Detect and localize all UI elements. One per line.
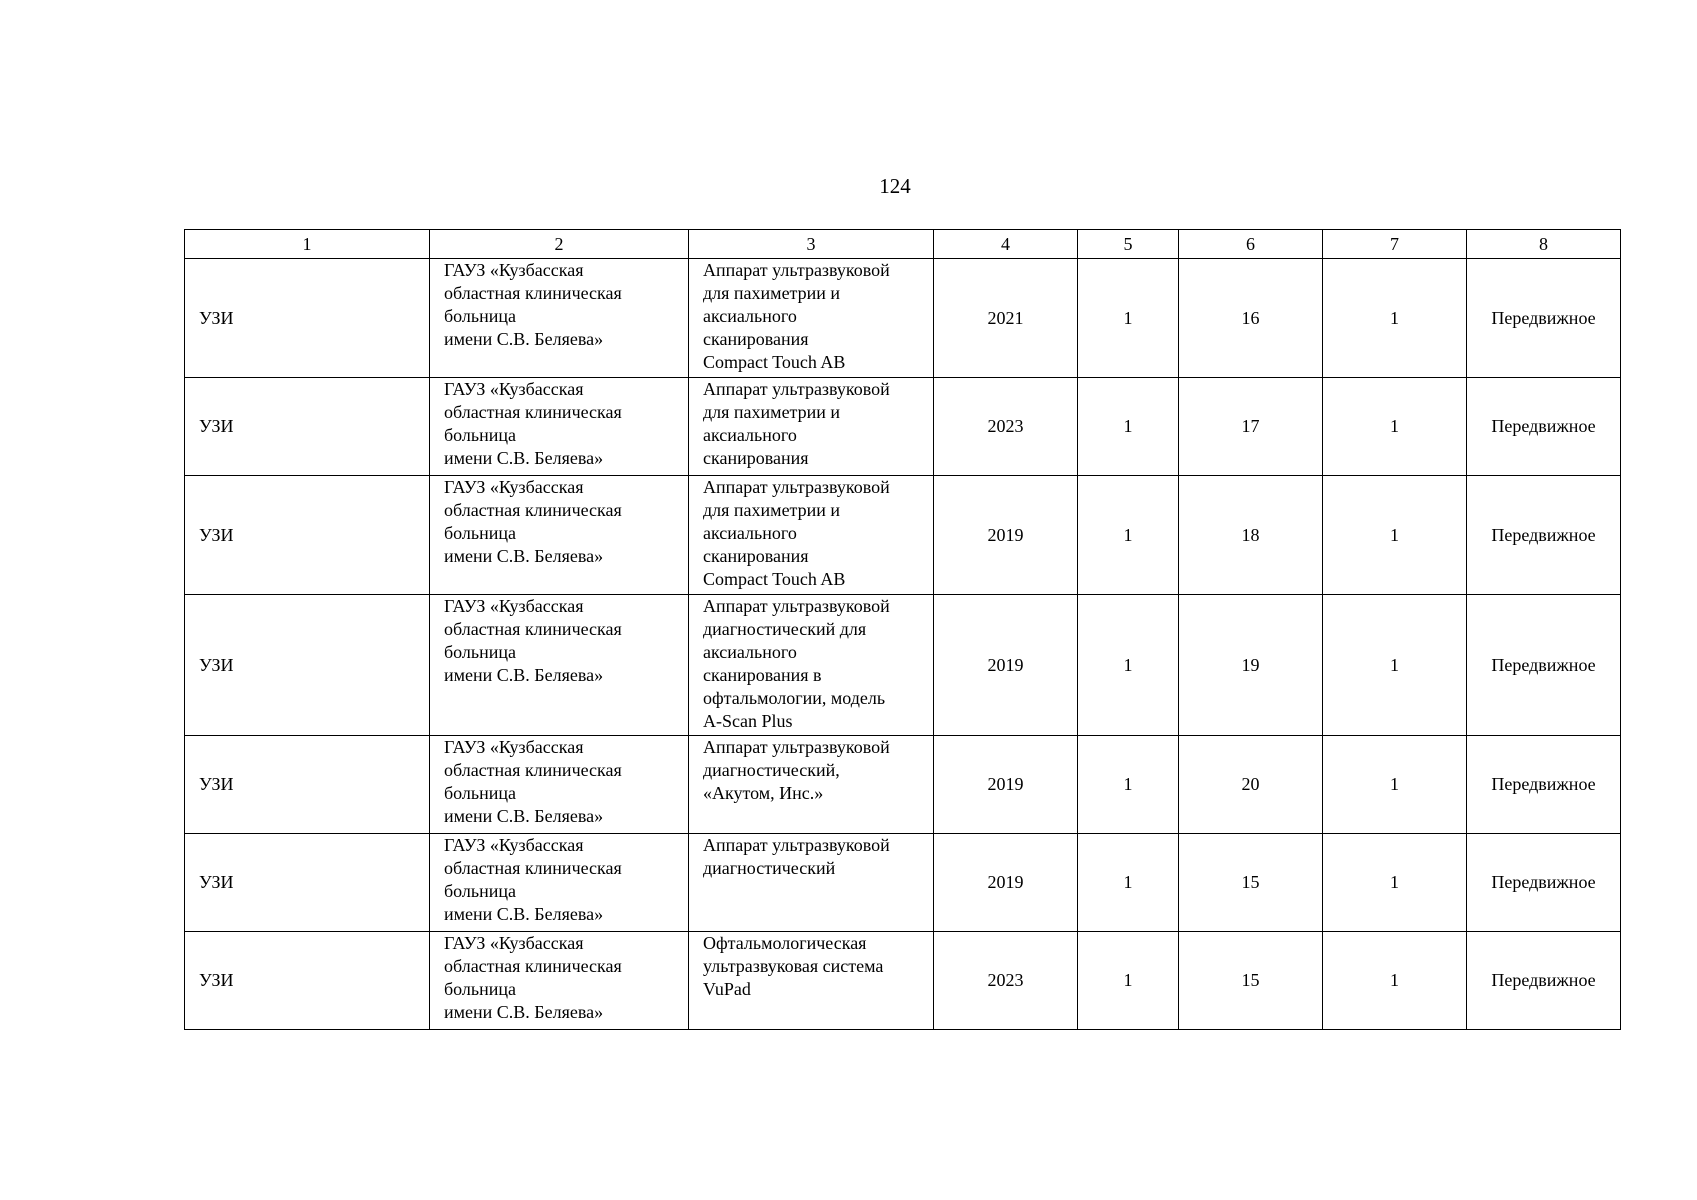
header-col-4: 4 bbox=[934, 230, 1078, 259]
col6-cell: 18 bbox=[1179, 476, 1323, 595]
table-row bbox=[185, 476, 1621, 595]
year-cell: 2019 bbox=[934, 736, 1078, 834]
table-row bbox=[185, 595, 1621, 736]
equipment-type-cell: УЗИ bbox=[185, 932, 430, 1030]
equipment-type-cell: УЗИ bbox=[185, 595, 430, 736]
col5-cell: 1 bbox=[1078, 378, 1179, 476]
col5-cell: 1 bbox=[1078, 834, 1179, 932]
organization-cell: ГАУЗ «Кузбасская областная клиническая больница имени С.В. Беляева» bbox=[430, 932, 689, 1030]
year-cell: 2019 bbox=[934, 476, 1078, 595]
table-row bbox=[185, 378, 1621, 476]
device-name-cell: Аппарат ультразвуковой для пахиметрии и аксиального сканирования bbox=[689, 378, 934, 476]
header-col-2: 2 bbox=[430, 230, 689, 259]
header-col-6: 6 bbox=[1179, 230, 1323, 259]
device-name-cell: Аппарат ультразвуковой для пахиметрии и аксиального сканирования Compact Touch AB bbox=[689, 476, 934, 595]
device-name-cell: Аппарат ультразвуковой диагностический, «Акутом, Инс.» bbox=[689, 736, 934, 834]
mobility-cell: Передвижное bbox=[1467, 259, 1621, 378]
col5-cell: 1 bbox=[1078, 932, 1179, 1030]
table-row bbox=[185, 259, 1621, 378]
page-number: 124 bbox=[879, 174, 911, 198]
mobility-cell: Передвижное bbox=[1467, 476, 1621, 595]
table-row bbox=[185, 932, 1621, 1030]
organization-cell: ГАУЗ «Кузбасская областная клиническая больница имени С.В. Беляева» bbox=[430, 834, 689, 932]
col6-cell: 15 bbox=[1179, 834, 1323, 932]
col5-cell: 1 bbox=[1078, 595, 1179, 736]
col7-cell: 1 bbox=[1323, 834, 1467, 932]
organization-cell: ГАУЗ «Кузбасская областная клиническая больница имени С.В. Беляева» bbox=[430, 476, 689, 595]
equipment-type-cell: УЗИ bbox=[185, 378, 430, 476]
col5-cell: 1 bbox=[1078, 736, 1179, 834]
organization-cell: ГАУЗ «Кузбасская областная клиническая больница имени С.В. Беляева» bbox=[430, 378, 689, 476]
col5-cell: 1 bbox=[1078, 259, 1179, 378]
year-cell: 2019 bbox=[934, 595, 1078, 736]
mobility-cell: Передвижное bbox=[1467, 595, 1621, 736]
col6-cell: 20 bbox=[1179, 736, 1323, 834]
table-row bbox=[185, 834, 1621, 932]
organization-cell: ГАУЗ «Кузбасская областная клиническая больница имени С.В. Беляева» bbox=[430, 595, 689, 736]
header-col-1: 1 bbox=[185, 230, 430, 259]
header-col-8: 8 bbox=[1467, 230, 1621, 259]
year-cell: 2019 bbox=[934, 834, 1078, 932]
header-col-3: 3 bbox=[689, 230, 934, 259]
device-name-cell: Аппарат ультразвуковой диагностический для аксиального сканирования в офтальмологии, модель A-Scan Plus bbox=[689, 595, 934, 736]
equipment-table bbox=[184, 229, 1621, 1030]
col6-cell: 17 bbox=[1179, 378, 1323, 476]
col6-cell: 16 bbox=[1179, 259, 1323, 378]
col7-cell: 1 bbox=[1323, 595, 1467, 736]
col5-cell: 1 bbox=[1078, 476, 1179, 595]
mobility-cell: Передвижное bbox=[1467, 736, 1621, 834]
mobility-cell: Передвижное bbox=[1467, 378, 1621, 476]
col6-cell: 15 bbox=[1179, 932, 1323, 1030]
col7-cell: 1 bbox=[1323, 259, 1467, 378]
equipment-type-cell: УЗИ bbox=[185, 736, 430, 834]
device-name-cell: Аппарат ультразвуковой для пахиметрии и аксиального сканирования Compact Touch AB bbox=[689, 259, 934, 378]
header-col-7: 7 bbox=[1323, 230, 1467, 259]
equipment-type-cell: УЗИ bbox=[185, 834, 430, 932]
header-col-5: 5 bbox=[1078, 230, 1179, 259]
year-cell: 2023 bbox=[934, 378, 1078, 476]
mobility-cell: Передвижное bbox=[1467, 834, 1621, 932]
col7-cell: 1 bbox=[1323, 736, 1467, 834]
year-cell: 2023 bbox=[934, 932, 1078, 1030]
device-name-cell: Офтальмологическая ультразвуковая система VuPad bbox=[689, 932, 934, 1030]
table-header-row bbox=[185, 230, 1621, 259]
equipment-type-cell: УЗИ bbox=[185, 259, 430, 378]
table-row bbox=[185, 736, 1621, 834]
col7-cell: 1 bbox=[1323, 378, 1467, 476]
year-cell: 2021 bbox=[934, 259, 1078, 378]
device-name-cell: Аппарат ультразвуковой диагностический bbox=[689, 834, 934, 932]
mobility-cell: Передвижное bbox=[1467, 932, 1621, 1030]
equipment-type-cell: УЗИ bbox=[185, 476, 430, 595]
organization-cell: ГАУЗ «Кузбасская областная клиническая больница имени С.В. Беляева» bbox=[430, 259, 689, 378]
col6-cell: 19 bbox=[1179, 595, 1323, 736]
organization-cell: ГАУЗ «Кузбасская областная клиническая больница имени С.В. Беляева» bbox=[430, 736, 689, 834]
col7-cell: 1 bbox=[1323, 476, 1467, 595]
col7-cell: 1 bbox=[1323, 932, 1467, 1030]
